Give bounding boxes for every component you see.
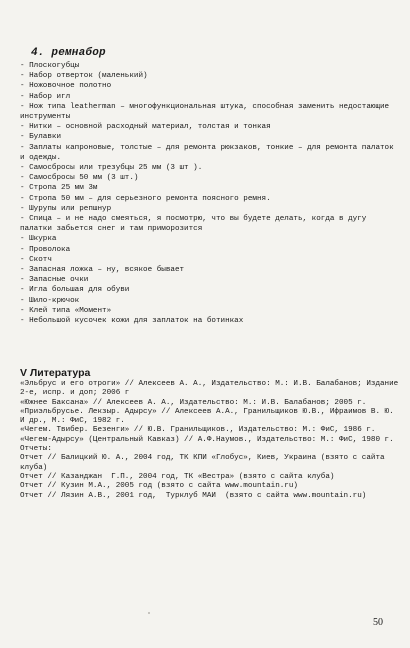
list-item: - Самосбросы 50 мм (3 шт.) xyxy=(20,174,139,183)
list-item: - Ножовочное полотно xyxy=(20,82,112,91)
list-item: - Плоскогубцы xyxy=(20,62,80,70)
list-item: - Нитки – основной расходный материал, толстая и тонкая xyxy=(20,123,271,132)
list-item: - Шурупы или репшнур xyxy=(20,204,112,213)
reports-label: Отчеты: xyxy=(20,445,52,454)
reference-item: Отчет // Лязин А.В., 2001 год, Турклуб МАИ (взято с сайта www.mountain.ru) xyxy=(20,491,367,500)
list-item: - Спица – и не надо смеяться, я посмотрю, что вы будете делать, когда в дугу палатки забьется снег и там приморозится xyxy=(20,215,371,234)
section-repair-kit-title: 4. ремнабор xyxy=(31,47,106,59)
list-item: - Проволока xyxy=(20,245,71,254)
list-item: - Небольшой кусочек кожи для заплаток на ботинках xyxy=(20,317,244,326)
list-item: - Шкурка xyxy=(20,235,57,244)
reference-item: «Чегем-Адырсу» (Центральный Кавказ) // А.Ф.Наумов., Издательство: М.: ФиС, 1980 г. xyxy=(20,435,394,444)
list-item: - Игла большая для обуви xyxy=(20,286,130,295)
reference-item: «Южнее Баксана» // Алексеев А. А., Издательство: М.: И.В. Балабанов; 2005 г. xyxy=(20,398,367,407)
reference-item: Отчет // Балицкий Ю. А., 2004 год, ТК КПИ «Глобус», Киев, Украина (взято с сайта клуба) xyxy=(20,454,390,472)
list-item: - Стропа 25 мм 3м xyxy=(20,184,98,193)
reference-item: «Эльбрус и его отроги» // Алексеев А. А., Издательство: М.: И.В. Балабанов; Издание 2-е, испр. и доп; 2006 г xyxy=(20,380,403,398)
list-item: - Набор отверток (маленький) xyxy=(20,72,148,81)
list-item: - Запасные очки xyxy=(20,276,89,285)
list-item: - Самосбросы или трезубцы 25 мм (3 шт ). xyxy=(20,164,203,173)
list-item: - Шило-крючок xyxy=(20,296,80,305)
list-item: - Нож типа leatherman – многофункциональная штука, способная заменить недостающие инструменты xyxy=(20,102,394,122)
list-item: - Заплаты капроновые, толстые – для ремонта рюкзаков, тонкие – для ремонта палаток и одежды. xyxy=(20,143,399,162)
list-item: - Набор игл xyxy=(20,92,71,101)
reference-item: Отчет // Казанджан Г.П., 2004 год, ТК «Вестра» (взято с сайта клуба) xyxy=(20,472,335,481)
repair-kit-list xyxy=(20,61,398,326)
reference-item: Отчет // Кузин М.А., 2005 год (взято с сайта www.mountain.ru) xyxy=(20,482,298,491)
page-number: 50 xyxy=(373,617,383,628)
literature-list xyxy=(20,380,403,501)
list-item: - Клей типа «Момент» xyxy=(20,306,112,315)
list-item: - Булавки xyxy=(20,133,62,142)
section-literature-title: V Литература xyxy=(20,367,91,379)
list-item: - Стропа 50 мм – для серьезного ремонта поясного ремня. xyxy=(20,194,271,203)
print-speck xyxy=(148,612,150,614)
list-item: - Запасная ложка – ну, всякое бывает xyxy=(20,266,185,275)
list-item: - Скотч xyxy=(20,255,52,264)
reference-item: «Чегем. Твибер. Безенги» // Ю.В. Гранильщиков., Издательство: М.: ФиС, 1986 г. xyxy=(20,426,376,435)
reference-item: «Приэльбрусье. Лекзыр. Адырсу» // Алексеев А.А., Гранильщиков Ю.В., Ифраимов В. Ю. И др., М.: ФиС, 1982 г. xyxy=(20,407,399,426)
